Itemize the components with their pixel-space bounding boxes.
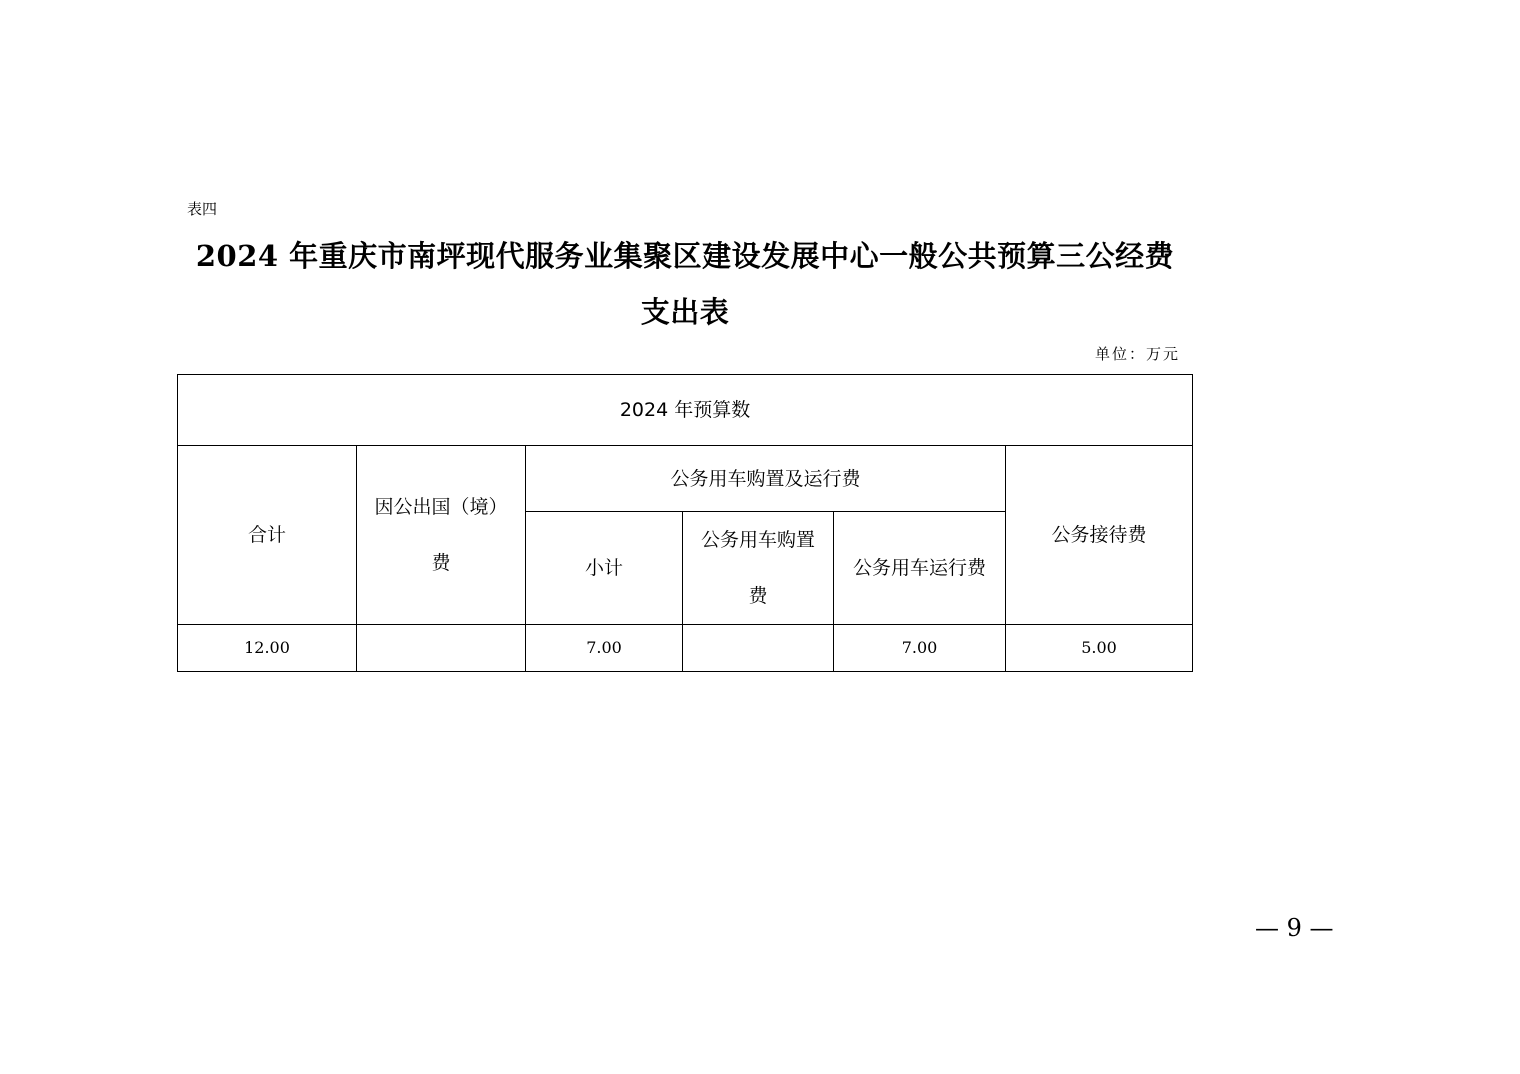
table-row <box>178 625 1193 672</box>
header-vehicle-purchase-line-1: 公务用车购置 <box>700 529 815 551</box>
header-vehicle-purchase <box>683 512 834 625</box>
header-vehicle-operation: 公务用车运行费 <box>834 512 1006 625</box>
header-total: 合计 <box>178 446 357 625</box>
header-subtotal: 小计 <box>526 512 683 625</box>
header-reception: 公务接待费 <box>1006 446 1193 625</box>
three-public-expenses-table <box>177 374 1193 672</box>
header-vehicle-group: 公务用车购置及运行费 <box>526 446 1006 512</box>
header-overseas-line-2: 费 <box>431 552 451 574</box>
title-line-2: 支出表 <box>640 295 730 329</box>
unit-label: 单位：万元 <box>1094 345 1180 363</box>
header-budget-2024: 2024 年预算数 <box>178 375 1193 446</box>
header-overseas <box>357 446 526 625</box>
cell-total: 12.00 <box>178 625 357 672</box>
table-header-row-top <box>178 375 1193 446</box>
table-header-row-1 <box>178 446 1193 512</box>
cell-vehicle-operation: 7.00 <box>834 625 1006 672</box>
table-label: 表四 <box>187 200 218 218</box>
cell-reception: 5.00 <box>1006 625 1193 672</box>
page-number: — 9 — <box>1255 914 1334 942</box>
header-vehicle-purchase-line-2: 费 <box>748 585 768 607</box>
cell-subtotal: 7.00 <box>526 625 683 672</box>
cell-overseas <box>357 625 526 672</box>
title-line-1: 2024 年重庆市南坪现代服务业集聚区建设发展中心一般公共预算三公经费 <box>195 239 1175 273</box>
header-overseas-line-1: 因公出国（境） <box>374 496 508 518</box>
cell-vehicle-purchase <box>683 625 834 672</box>
document-title <box>180 228 1190 340</box>
